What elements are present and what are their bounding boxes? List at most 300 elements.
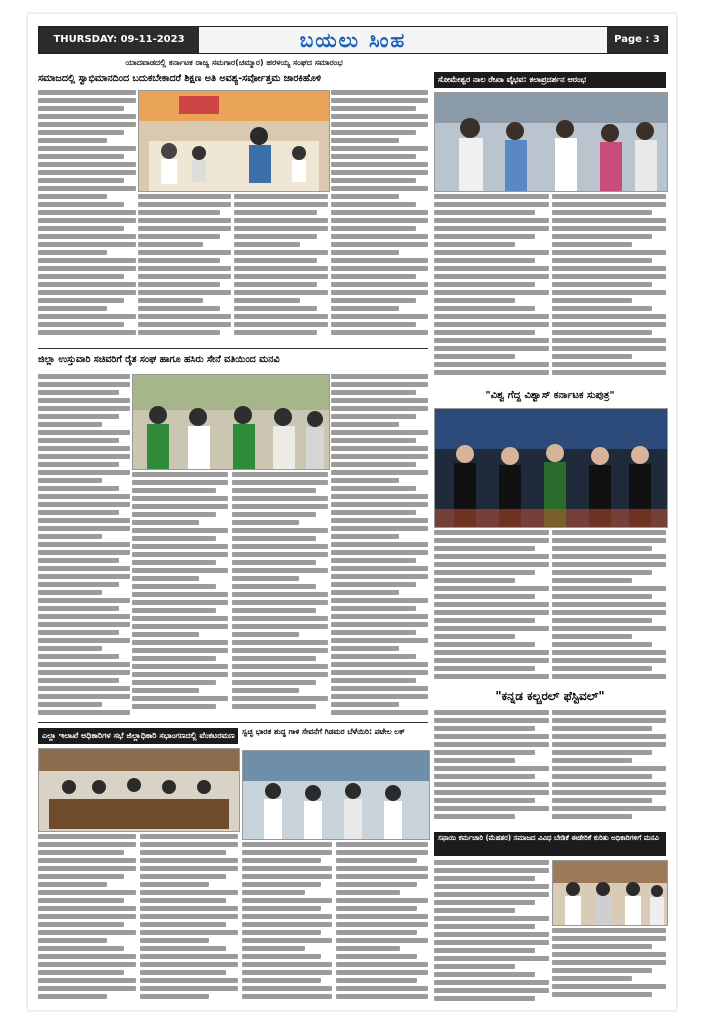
bottom-right-body-col1 bbox=[434, 860, 549, 1004]
page-number: Page : 3 bbox=[607, 27, 667, 53]
body-text-line bbox=[336, 914, 428, 919]
body-text-line bbox=[552, 960, 666, 965]
body-text-line bbox=[234, 274, 328, 279]
body-text-line bbox=[38, 178, 124, 183]
body-text-line bbox=[552, 976, 632, 981]
body-text-line bbox=[336, 866, 428, 871]
body-text-line bbox=[552, 346, 666, 351]
right-story-1-body-col1 bbox=[434, 194, 549, 384]
body-text-line bbox=[132, 680, 216, 685]
body-text-line bbox=[331, 290, 428, 295]
body-text-line bbox=[38, 218, 136, 223]
main-story-body-col2 bbox=[138, 194, 231, 344]
body-text-line bbox=[38, 638, 130, 643]
body-text-line bbox=[434, 562, 549, 567]
farmers-story-headline: ಜಿಲ್ಲಾ ಉಸ್ತುವಾರಿ ಸಚಿವರಿಗೆ ರೈತ ಸಂಘ ಹಾಗೂ ಹಸಿರು ಸೇನೆ ವತಿಯಿಂದ ಮನವಿ bbox=[38, 354, 280, 365]
body-text-line bbox=[38, 194, 107, 199]
body-text-line bbox=[140, 954, 238, 959]
body-text-line bbox=[132, 472, 228, 477]
body-text-line bbox=[552, 242, 632, 247]
body-text-line bbox=[336, 946, 400, 951]
body-text-line bbox=[38, 850, 124, 855]
body-text-line bbox=[132, 648, 228, 653]
body-text-line bbox=[552, 538, 666, 543]
newspaper-page bbox=[28, 14, 676, 1010]
body-text-line bbox=[234, 314, 328, 319]
body-text-line bbox=[331, 502, 428, 507]
body-text-line bbox=[552, 618, 652, 623]
body-text-line bbox=[331, 194, 399, 199]
body-text-line bbox=[140, 914, 238, 919]
body-text-line bbox=[331, 662, 428, 667]
body-text-line bbox=[38, 138, 107, 143]
body-text-line bbox=[232, 656, 316, 661]
issue-date: THURSDAY: 09-11-2023 bbox=[39, 27, 199, 53]
body-text-line bbox=[336, 842, 428, 847]
body-text-line bbox=[434, 578, 515, 583]
body-text-line bbox=[242, 866, 332, 871]
body-text-line bbox=[552, 742, 666, 747]
body-text-line bbox=[552, 984, 666, 989]
body-text-line bbox=[331, 678, 416, 683]
body-text-line bbox=[38, 662, 130, 667]
body-text-line bbox=[232, 536, 316, 541]
body-text-line bbox=[38, 266, 136, 271]
body-text-line bbox=[331, 98, 428, 103]
bottom-mid-photo bbox=[242, 750, 430, 840]
body-text-line bbox=[132, 488, 216, 493]
body-text-line bbox=[140, 994, 209, 999]
body-text-line bbox=[331, 298, 416, 303]
body-text-line bbox=[331, 398, 428, 403]
body-text-line bbox=[434, 258, 535, 263]
body-text-line bbox=[552, 274, 666, 279]
body-text-line bbox=[232, 480, 328, 485]
vishwa-story-body-col2 bbox=[552, 530, 666, 682]
body-text-line bbox=[132, 664, 228, 669]
body-text-line bbox=[140, 898, 226, 903]
body-text-line bbox=[331, 470, 428, 475]
body-text-line bbox=[336, 922, 428, 927]
body-text-line bbox=[38, 106, 124, 111]
body-text-line bbox=[38, 598, 130, 603]
body-text-line bbox=[232, 496, 328, 501]
body-text-line bbox=[552, 314, 666, 319]
body-text-line bbox=[138, 202, 231, 207]
body-text-line bbox=[38, 534, 102, 539]
body-text-line bbox=[38, 210, 136, 215]
newspaper-title: ಬಯಲು ಸಿಂಹ bbox=[299, 28, 407, 52]
body-text-line bbox=[234, 234, 317, 239]
body-text-line bbox=[38, 306, 107, 311]
body-text-line bbox=[232, 672, 328, 677]
body-text-line bbox=[38, 622, 130, 627]
body-text-line bbox=[38, 526, 130, 531]
body-text-line bbox=[331, 154, 416, 159]
body-text-line bbox=[132, 504, 228, 509]
body-text-line bbox=[552, 586, 666, 591]
body-text-line bbox=[232, 696, 328, 701]
body-text-line bbox=[434, 956, 549, 961]
body-text-line bbox=[552, 330, 652, 335]
body-text-line bbox=[336, 882, 417, 887]
body-text-line bbox=[331, 438, 416, 443]
body-text-line bbox=[38, 874, 124, 879]
body-text-line bbox=[331, 138, 399, 143]
body-text-line bbox=[138, 194, 231, 199]
body-text-line bbox=[434, 860, 549, 865]
body-text-line bbox=[434, 242, 515, 247]
body-text-line bbox=[38, 914, 136, 919]
body-text-line bbox=[242, 938, 332, 943]
body-text-line bbox=[242, 962, 332, 967]
body-text-line bbox=[234, 226, 328, 231]
body-text-line bbox=[132, 552, 228, 557]
body-text-line bbox=[38, 202, 124, 207]
body-text-line bbox=[38, 250, 107, 255]
body-text-line bbox=[434, 750, 535, 755]
body-text-line bbox=[434, 980, 549, 985]
body-text-line bbox=[434, 218, 549, 223]
body-text-line bbox=[331, 630, 416, 635]
body-text-line bbox=[552, 634, 632, 639]
body-text-line bbox=[552, 226, 666, 231]
bottom-right-headline: ಸಫಾಯಿ ಕರ್ಮಚಾರಿ (ಮೆಹತರ) ಸಮಾಜದ ವಿವಿಧ ಬೇಡಿಕೆ ಈಡೇರಿಕೆ ಕುರಿತು ಅಧಿಕಾರಿಗಳಿಗೆ ಮನವಿ bbox=[434, 832, 666, 856]
body-text-line bbox=[232, 608, 316, 613]
body-text-line bbox=[434, 798, 535, 803]
body-text-line bbox=[234, 266, 328, 271]
body-text-line bbox=[552, 194, 666, 199]
body-text-line bbox=[242, 898, 332, 903]
body-text-line bbox=[434, 250, 549, 255]
body-text-line bbox=[132, 512, 216, 517]
body-text-line bbox=[331, 598, 428, 603]
body-text-line bbox=[242, 842, 332, 847]
vishwa-story-body-col1 bbox=[434, 530, 549, 682]
body-text-line bbox=[552, 758, 632, 763]
body-text-line bbox=[552, 562, 666, 567]
body-text-line bbox=[38, 946, 124, 951]
bottom-mid-body-col2 bbox=[336, 842, 428, 1004]
body-text-line bbox=[242, 970, 332, 975]
body-text-line bbox=[132, 624, 228, 629]
body-text-line bbox=[38, 98, 136, 103]
body-text-line bbox=[434, 650, 549, 655]
body-text-line bbox=[234, 290, 328, 295]
body-text-line bbox=[434, 346, 549, 351]
body-text-line bbox=[38, 298, 124, 303]
bottom-mid-headline: ಸ್ವಚ್ಛ ಭಾರತ ಶುದ್ಧ ಗಾಳಿ ಸೇವನೆಗೆ ಗಿಡಮರ ಬೆಳೆಯಿರಿ: ಪಟೇಲ ಲಕ್ bbox=[242, 727, 405, 736]
body-text-line bbox=[552, 782, 666, 787]
body-text-line bbox=[242, 882, 321, 887]
body-text-line bbox=[234, 282, 317, 287]
body-text-line bbox=[38, 478, 102, 483]
body-text-line bbox=[132, 528, 228, 533]
body-text-line bbox=[38, 590, 102, 595]
body-text-line bbox=[38, 494, 130, 499]
body-text-line bbox=[552, 774, 652, 779]
body-text-line bbox=[232, 704, 316, 709]
festival-story-body-col1 bbox=[434, 710, 549, 828]
body-text-line bbox=[434, 876, 535, 881]
body-text-line bbox=[140, 938, 209, 943]
body-text-line bbox=[232, 520, 299, 525]
body-text-line bbox=[434, 782, 549, 787]
body-text-line bbox=[331, 226, 416, 231]
body-text-line bbox=[38, 90, 136, 95]
body-text-line bbox=[38, 882, 107, 887]
body-text-line bbox=[434, 538, 549, 543]
body-text-line bbox=[38, 574, 130, 579]
body-text-line bbox=[331, 526, 428, 531]
body-text-line bbox=[38, 390, 119, 395]
body-text-line bbox=[552, 602, 666, 607]
body-text-line bbox=[38, 898, 124, 903]
body-text-line bbox=[331, 382, 428, 387]
farmers-story-photo bbox=[132, 374, 330, 470]
body-text-line bbox=[552, 570, 652, 575]
body-text-line bbox=[434, 924, 535, 929]
body-text-line bbox=[38, 710, 130, 715]
body-text-line bbox=[38, 382, 130, 387]
body-text-line bbox=[138, 330, 220, 335]
body-text-line bbox=[38, 702, 102, 707]
body-text-line bbox=[138, 210, 220, 215]
body-text-line bbox=[552, 250, 666, 255]
body-text-line bbox=[140, 962, 238, 967]
body-text-line bbox=[552, 806, 666, 811]
body-text-line bbox=[38, 502, 130, 507]
body-text-line bbox=[38, 170, 136, 175]
body-text-line bbox=[242, 858, 321, 863]
body-text-line bbox=[234, 298, 300, 303]
body-text-line bbox=[38, 890, 136, 895]
body-text-line bbox=[331, 542, 428, 547]
body-text-line bbox=[132, 640, 228, 645]
body-text-line bbox=[434, 658, 549, 663]
section-divider-2 bbox=[38, 722, 428, 723]
body-text-line bbox=[331, 218, 428, 223]
body-text-line bbox=[38, 558, 119, 563]
body-text-line bbox=[138, 322, 231, 327]
body-text-line bbox=[331, 462, 416, 467]
main-story-headline: ಸಮಾಜದಲ್ಲಿ ಸ್ವಾಭಿಮಾನದಿಂದ ಬದುಕಬೇಕಾದರೆ ಶಿಕ್ಷಣ ಅತಿ ಅವಶ್ಯ-ಸರ್ವೋತ್ತಮ ಜಾರಕಿಹೊಳಿ bbox=[38, 73, 322, 84]
body-text-line bbox=[434, 194, 549, 199]
body-text-line bbox=[552, 298, 632, 303]
body-text-line bbox=[242, 986, 332, 991]
body-text-line bbox=[38, 374, 130, 379]
body-text-line bbox=[242, 922, 332, 927]
body-text-line bbox=[138, 298, 203, 303]
body-text-line bbox=[331, 390, 416, 395]
section-divider bbox=[38, 348, 428, 349]
body-text-line bbox=[38, 994, 107, 999]
body-text-line bbox=[132, 608, 216, 613]
bottom-left-body-col1 bbox=[38, 834, 136, 1004]
body-text-line bbox=[434, 642, 535, 647]
body-text-line bbox=[138, 258, 220, 263]
body-text-line bbox=[552, 734, 666, 739]
body-text-line bbox=[331, 170, 428, 175]
body-text-line bbox=[38, 566, 130, 571]
body-text-line bbox=[331, 430, 428, 435]
body-text-line bbox=[336, 874, 428, 879]
body-text-line bbox=[331, 306, 399, 311]
body-text-line bbox=[132, 584, 216, 589]
body-text-line bbox=[434, 814, 515, 819]
body-text-line bbox=[232, 544, 328, 549]
body-text-line bbox=[552, 626, 666, 631]
body-text-line bbox=[38, 154, 124, 159]
body-text-line bbox=[434, 734, 549, 739]
body-text-line bbox=[552, 674, 666, 679]
body-text-line bbox=[331, 710, 428, 715]
body-text-line bbox=[331, 446, 428, 451]
body-text-line bbox=[38, 962, 136, 967]
main-story-body-col1 bbox=[38, 90, 136, 344]
body-text-line bbox=[38, 970, 124, 975]
vishwa-story-headline: "ವಿಶ್ವ ಗೆದ್ದ ವಿಶ್ವಾಸ್ ಕರ್ನಾಟಕ ಸುಪುತ್ರ" bbox=[485, 390, 615, 401]
bottom-left-photo bbox=[38, 748, 240, 832]
body-text-line bbox=[552, 710, 666, 715]
body-text-line bbox=[38, 978, 136, 983]
body-text-line bbox=[331, 414, 416, 419]
body-text-line bbox=[434, 546, 535, 551]
body-text-line bbox=[434, 908, 515, 913]
body-text-line bbox=[138, 282, 220, 287]
body-text-line bbox=[234, 258, 317, 263]
body-text-line bbox=[331, 162, 428, 167]
body-text-line bbox=[242, 946, 305, 951]
body-text-line bbox=[331, 558, 416, 563]
body-text-line bbox=[331, 274, 416, 279]
body-text-line bbox=[132, 592, 228, 597]
body-text-line bbox=[331, 406, 428, 411]
body-text-line bbox=[38, 906, 136, 911]
body-text-line bbox=[38, 930, 136, 935]
body-text-line bbox=[331, 494, 428, 499]
body-text-line bbox=[38, 606, 119, 611]
body-text-line bbox=[434, 900, 535, 905]
body-text-line bbox=[331, 574, 428, 579]
body-text-line bbox=[38, 866, 136, 871]
body-text-line bbox=[434, 594, 535, 599]
body-text-line bbox=[434, 298, 515, 303]
body-text-line bbox=[132, 616, 228, 621]
body-text-line bbox=[552, 290, 666, 295]
body-text-line bbox=[132, 696, 228, 701]
body-text-line bbox=[232, 568, 328, 573]
body-text-line bbox=[331, 210, 428, 215]
body-text-line bbox=[336, 962, 428, 967]
body-text-line bbox=[38, 274, 124, 279]
body-text-line bbox=[232, 640, 328, 645]
body-text-line bbox=[331, 534, 399, 539]
body-text-line bbox=[232, 584, 316, 589]
body-text-line bbox=[132, 520, 199, 525]
body-text-line bbox=[38, 414, 119, 419]
body-text-line bbox=[138, 314, 231, 319]
body-text-line bbox=[331, 478, 399, 483]
body-text-line bbox=[434, 266, 549, 271]
body-text-line bbox=[331, 486, 416, 491]
body-text-line bbox=[232, 528, 328, 533]
farmers-story-body-col1 bbox=[38, 374, 130, 718]
body-text-line bbox=[242, 930, 321, 935]
body-text-line bbox=[132, 672, 228, 677]
body-text-line bbox=[434, 610, 549, 615]
body-text-line bbox=[140, 834, 238, 839]
body-text-line bbox=[38, 422, 102, 427]
body-text-line bbox=[552, 234, 652, 239]
farmers-story-body-col3 bbox=[232, 472, 328, 718]
body-text-line bbox=[232, 512, 316, 517]
body-text-line bbox=[434, 806, 549, 811]
body-text-line bbox=[434, 306, 535, 311]
body-text-line bbox=[38, 938, 107, 943]
body-text-line bbox=[138, 250, 231, 255]
body-text-line bbox=[434, 932, 549, 937]
body-text-line bbox=[331, 250, 399, 255]
body-text-line bbox=[242, 978, 321, 983]
body-text-line bbox=[132, 536, 216, 541]
body-text-line bbox=[552, 718, 666, 723]
body-text-line bbox=[434, 570, 535, 575]
body-text-line bbox=[232, 560, 316, 565]
body-text-line bbox=[434, 362, 549, 367]
body-text-line bbox=[434, 964, 515, 969]
body-text-line bbox=[331, 258, 428, 263]
body-text-line bbox=[38, 630, 119, 635]
body-text-line bbox=[552, 968, 652, 973]
body-text-line bbox=[331, 454, 428, 459]
body-text-line bbox=[434, 226, 549, 231]
body-text-line bbox=[38, 322, 124, 327]
body-text-line bbox=[38, 670, 130, 675]
body-text-line bbox=[434, 210, 535, 215]
body-text-line bbox=[434, 940, 549, 945]
body-text-line bbox=[434, 666, 535, 671]
body-text-line bbox=[331, 518, 428, 523]
body-text-line bbox=[140, 866, 238, 871]
body-text-line bbox=[242, 906, 321, 911]
body-text-line bbox=[552, 650, 666, 655]
body-text-line bbox=[434, 790, 549, 795]
body-text-line bbox=[38, 226, 124, 231]
body-text-line bbox=[434, 602, 549, 607]
vishwa-story-photo bbox=[434, 408, 668, 528]
body-text-line bbox=[331, 566, 428, 571]
body-text-line bbox=[234, 306, 317, 311]
body-text-line bbox=[132, 600, 228, 605]
body-text-line bbox=[38, 654, 119, 659]
body-text-line bbox=[38, 986, 136, 991]
body-text-line bbox=[336, 858, 417, 863]
body-text-line bbox=[38, 146, 136, 151]
body-text-line bbox=[434, 996, 535, 1001]
body-text-line bbox=[434, 290, 549, 295]
body-text-line bbox=[132, 496, 228, 501]
body-text-line bbox=[552, 944, 652, 949]
body-text-line bbox=[140, 842, 238, 847]
body-text-line bbox=[552, 362, 666, 367]
body-text-line bbox=[434, 916, 549, 921]
body-text-line bbox=[331, 510, 416, 515]
body-text-line bbox=[552, 370, 666, 375]
body-text-line bbox=[38, 186, 136, 191]
body-text-line bbox=[232, 664, 328, 669]
body-text-line bbox=[331, 314, 428, 319]
